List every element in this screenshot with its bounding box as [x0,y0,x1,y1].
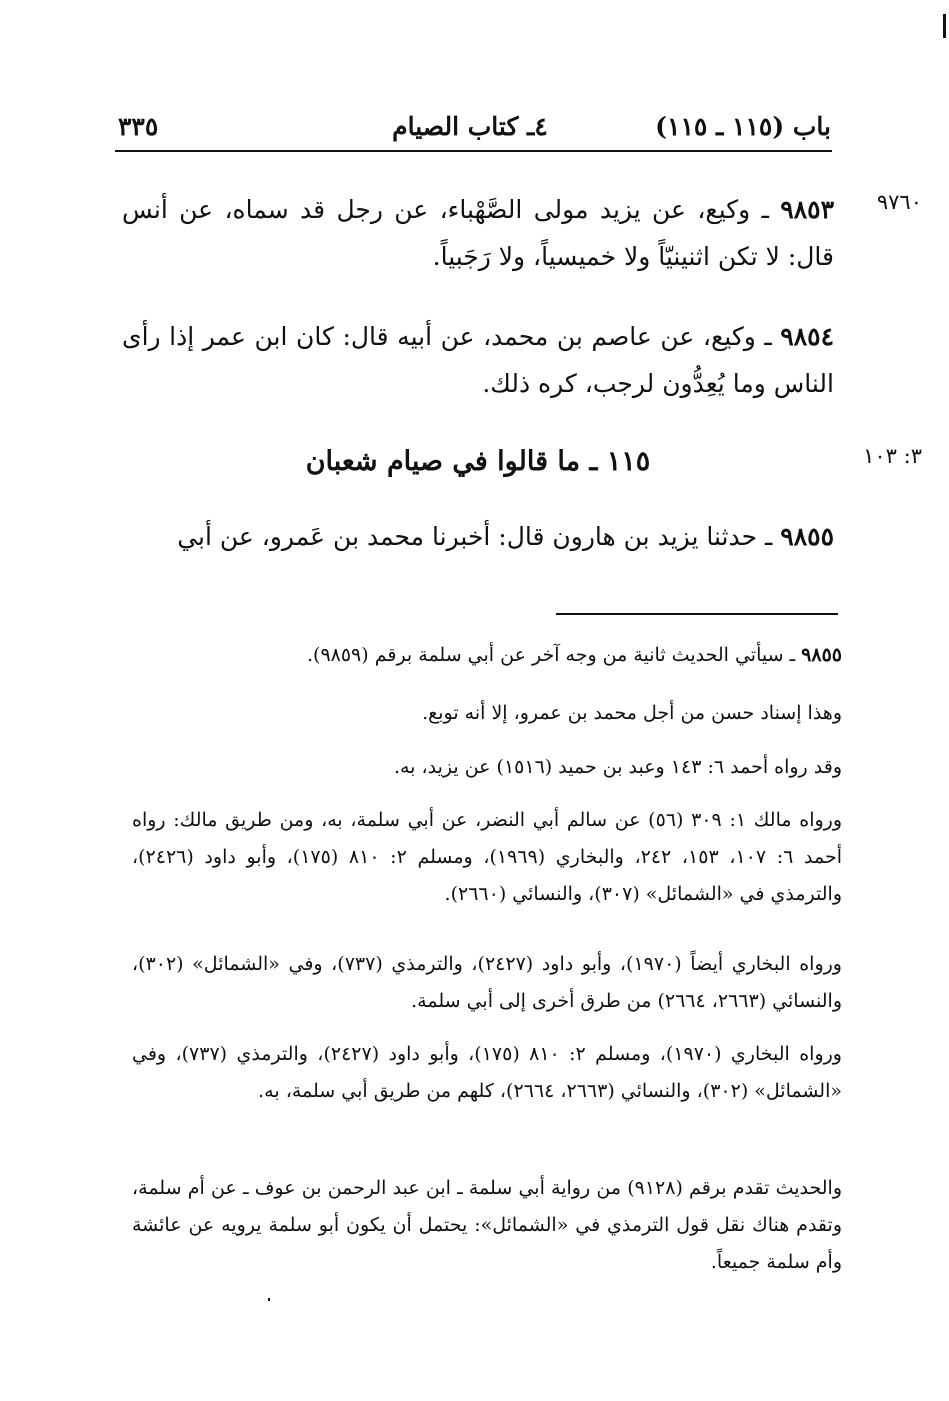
chapter-heading: ١١٥ ـ ما قالوا في صيام شعبان [305,446,651,477]
hadith-text: ـ وكيع، عن عاصم بن محمد، عن أبيه قال: كان ابن عمر إذا رأى الناس وما يُعِدُّون لرجب، كره ذلك. [122,322,834,398]
hadith-number: ٩٨٥٣ [780,195,834,224]
header-chapter-range: باب (١١٥ ـ ١١٥) [655,112,831,141]
footnote-text: ـ سيأتي الحديث ثانية من وجه آخر عن أبي سلمة برقم (٩٨٥٩). [306,644,802,666]
footnote-paragraph: ورواه البخاري أيضاً (١٩٧٠)، وأبو داود (٢٤٢٧)، والترمذي (٧٣٧)، وفي «الشمائل» (٣٠٢)، والنسائي (٢٦٦٣، ٢٦٦٤) من طرق أخرى إلى أبي سلمة. [132,953,842,1012]
hadith-entry-9853 [122,186,834,280]
hadith-text: ـ حدثنا يزيد بن هارون قال: أخبرنا محمد بن عَمرو، عن أبي [177,522,781,551]
edge-mark [943,14,946,38]
header-rule [115,150,832,152]
ink-speck [268,1298,270,1301]
hadith-entry-9854 [122,313,834,407]
footnote-paragraph [132,637,842,674]
footnote-paragraph: وهذا إسناد حسن من أجل محمد بن عمرو، إلا أنه توبع. [422,702,842,724]
footnote-paragraph: والحديث تقدم برقم (٩١٢٨) من رواية أبي سلمة ـ ابن عبد الرحمن بن عوف ـ عن أم سلمة، وتقدم هناك نقل قول الترمذي في «الشمائل»: يحتمل أن يكون أبو سلمة يرويه عن عائشة وأم سلمة جميعاً. [132,1177,843,1273]
hadith-text: ـ وكيع، عن يزيد مولى الصَّهْباء، عن رجل قد سماه، عن أنس قال: لا تكن اثنينيّاً ولا خميسياً، ولا رَجَبياً. [122,195,834,271]
hadith-number: ٩٨٥٤ [780,322,834,351]
margin-note-cross-reference: ٩٧٦٠ [876,190,922,214]
footnote-number: ٩٨٥٥ [801,644,842,666]
margin-note-volume-page: ٣: ١٠٣ [863,444,922,468]
hadith-entry-9855 [122,513,834,560]
header-book-title: ٤ـ كتاب الصيام [392,112,548,141]
footnote-paragraph: ورواه البخاري (١٩٧٠)، ومسلم ٢: ٨١٠ (١٧٥)، وأبو داود (٢٤٢٧)، والترمذي (٧٣٧)، وفي «الشمائل» (٣٠٢)، والنسائي (٢٦٦٣، ٢٦٦٤)، كلهم من طريق أبي سلمة، به. [132,1043,842,1102]
footnote-separator [556,613,838,615]
footnote-paragraph: وقد رواه أحمد ٦: ١٤٣ وعبد بن حميد (١٥١٦) عن يزيد، به. [393,756,842,778]
hadith-number: ٩٨٥٥ [780,522,834,551]
page-number: ٣٣٥ [118,112,159,141]
footnote-paragraph: ورواه مالك ١: ٣٠٩ (٥٦) عن سالم أبي النضر، عن أبي سلمة، به، ومن طريق مالك: رواه أحمد ٦: ١٠٧، ١٥٣، ٢٤٢، والبخاري (١٩٦٩)، ومسلم ٢: ٨١٠ (١٧٥)، وأبو داود (٢٤٢٦)، والترمذي في «الشمائل» (٣٠٧)، والنسائي (٢٦٦٠). [132,809,843,905]
